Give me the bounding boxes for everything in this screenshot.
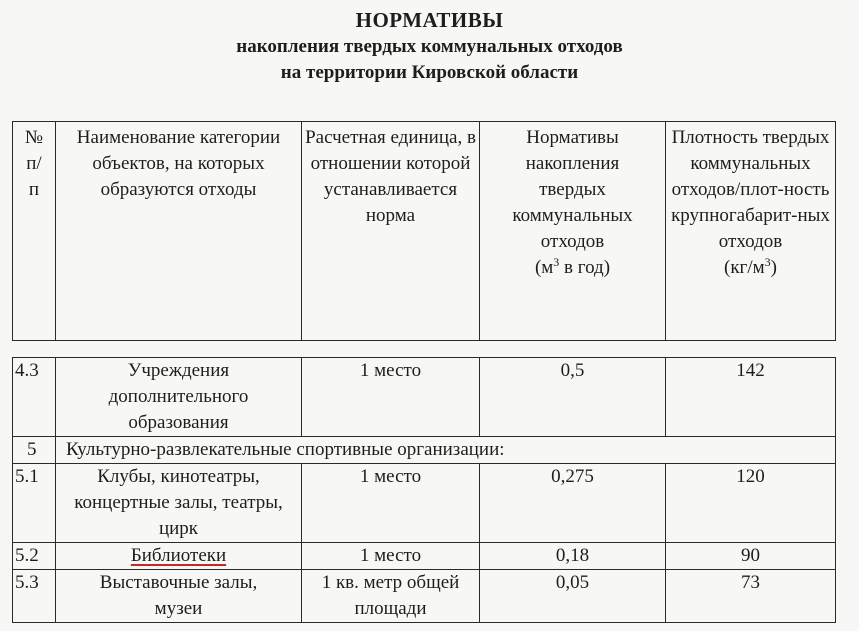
row-number: 5.3 [13,570,56,623]
table-row [13,464,836,543]
row-unit: 1 место [302,358,480,437]
row-norm: 0,5 [480,358,666,437]
document-title: НОРМАТИВЫ [355,8,504,32]
row-number: 5.1 [13,464,56,543]
norms-table-body [12,357,836,623]
row-number: 5 [13,437,56,464]
row-unit: 1 место [302,543,480,570]
norms-table-header [12,121,836,341]
header-norm: Нормативы накопления твердых коммунальных отходов ($м^3$ в год) [480,122,666,341]
row-density: 73 [666,570,836,623]
row-unit: 1 кв. метр общей площади [302,570,480,623]
document-subtitle-line1: накопления твердых коммунальных отходов [236,36,623,57]
header-norm-unit: ($м^3$ в год) [534,255,611,278]
header-number: № п/ п [13,122,56,341]
table-row [13,570,836,623]
table-section-row [13,437,836,464]
header-row [13,122,836,341]
document-subtitle-line2: на территории Кировской области [280,62,579,83]
row-unit: 1 место [302,464,480,543]
row-category: Выставочные залы, музеи [56,570,302,623]
row-density: 120 [666,464,836,543]
header-unit: Расчетная единица, в отношении которой устанавливается норма [302,122,480,341]
table-row [13,543,836,570]
row-number: 4.3 [13,358,56,437]
row-category: Клубы, кинотеатры, концертные залы, театры, цирк [56,464,302,543]
section-empty-cell [666,437,836,464]
row-norm: 0,18 [480,543,666,570]
row-norm: 0,275 [480,464,666,543]
table-row [13,358,836,437]
header-category: Наименование категории объектов, на которых образуются отходы [56,122,302,341]
header-density: Плотность твердых коммунальных отходов/плот-ность крупногабарит-ных отходов $(кг/м^3)$ [666,122,836,341]
row-number: 5.2 [13,543,56,570]
header-density-unit: $(кг/м^3)$ [724,255,777,278]
row-category [56,543,302,570]
row-category-spellcheck: Библиотеки [130,545,227,566]
row-norm: 0,05 [480,570,666,623]
section-title: Культурно-развлекательные спортивные организации: [56,437,666,464]
row-density: 90 [666,543,836,570]
row-density: 142 [666,358,836,437]
row-category: Учреждения дополнительного образования [56,358,302,437]
